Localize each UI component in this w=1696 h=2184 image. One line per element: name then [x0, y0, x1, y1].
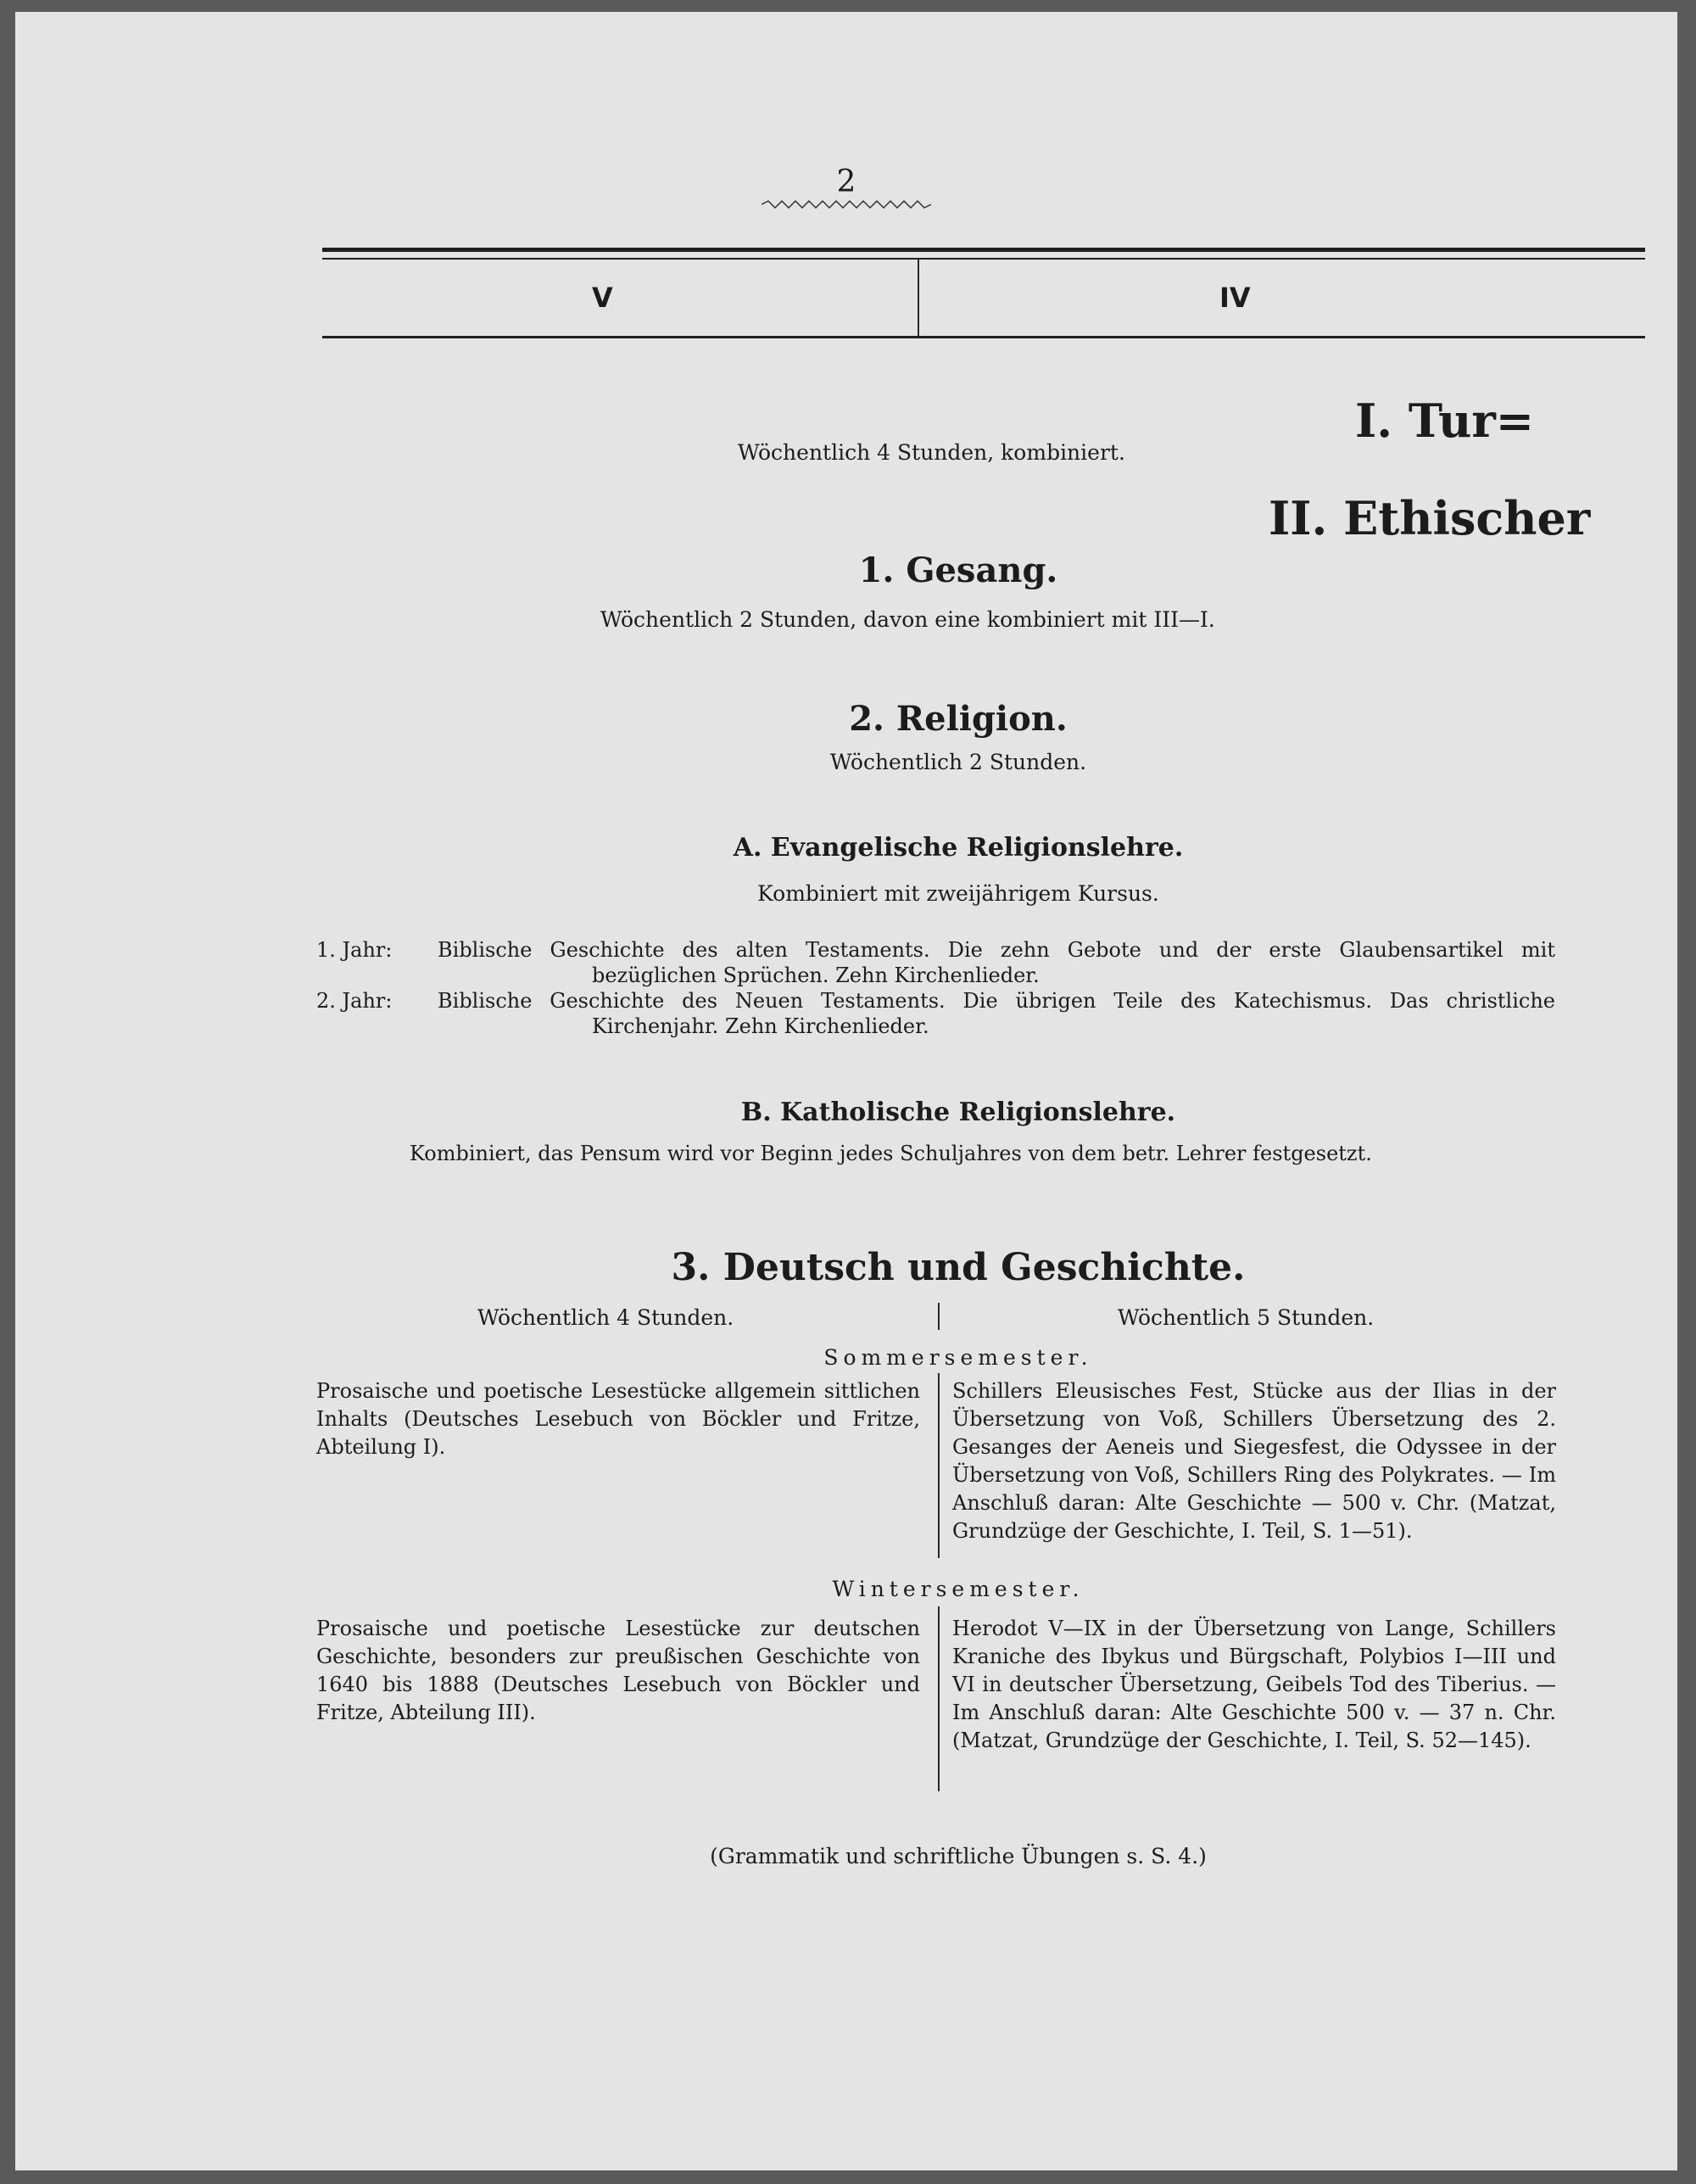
margin-heading-turnen: I. Tur= — [1355, 394, 1535, 448]
winter-semester-label: Wintersemester. — [832, 1577, 1085, 1601]
header-divider — [918, 260, 919, 338]
evangelisch-heading: A. Evangelische Religionslehre. — [733, 833, 1184, 863]
evangelisch-note: Kombiniert mit zweijährigem Kursus. — [757, 881, 1159, 906]
columns-divider-top — [938, 1303, 940, 1330]
weekly-combined-note: Wöchentlich 4 Stunden, kombiniert. — [738, 440, 1125, 465]
header-right: IV — [1219, 282, 1251, 314]
ornament-squiggle — [762, 200, 931, 209]
header-rule-top — [322, 248, 1645, 252]
religion-heading: 2. Religion. — [849, 699, 1068, 739]
gesang-heading: 1. Gesang. — [858, 550, 1058, 590]
year-1-line2: bezüglichen Sprüchen. Zehn Kirchenlieder. — [592, 964, 1040, 987]
winter-right-text: Herodot V—IX in der Übersetzung von Lange, Schillers Kraniche des Ibykus und Bürgschaft, Polybios I—III und VI in deutscher Übersetzung, Geibels Tod des Tiberius. — Im Anschluß daran: Alte Geschichte 500 v. — 37 n. Chr. (Matzat, Grundzüge der Geschichte, I. Teil, S. 52—145). — [952, 1617, 1556, 1752]
gesang-hours: Wöchentlich 2 Stunden, davon eine kombiniert mit III—I. — [600, 607, 1215, 632]
header-rule-bottom — [322, 336, 1645, 338]
summer-semester-label: Sommersemester. — [823, 1345, 1093, 1370]
year-2-line2: Kirchenjahr. Zehn Kirchenlieder. — [592, 1014, 929, 1038]
columns-divider-summer — [938, 1373, 940, 1558]
winter-left-text: Prosaische und poetische Lesestücke zur deutschen Geschichte, besonders zur preußischen Geschichte von 1640 bis 1888 (Deutsches Lesebuch von Böckler und Fritze, Abteilung III). — [316, 1617, 920, 1724]
footer-note: (Grammatik und schriftliche Übungen s. S. 4.) — [710, 1844, 1207, 1868]
year-2-line1: Biblische Geschichte des Neuen Testaments. Die übrigen Teile des Katechismus. Das christliche — [438, 989, 1555, 1013]
summer-right-text: Schillers Eleusisches Fest, Stücke aus der Ilias in der Übersetzung von Voß, Schillers Übersetzung des 2. Gesanges der Aeneis und Siegesfest, die Odyssee in der Übersetzung von Voß, Schillers Ring des Polykrates. — Im Anschluß daran: Alte Geschichte — 500 v. Chr. (Matzat, Grundzüge der Geschichte, I. Teil, S. 1—51). — [952, 1379, 1556, 1543]
header-rule-top-thin — [322, 258, 1645, 260]
page — [15, 12, 1677, 2170]
year-2-label: 2. Jahr: — [316, 989, 393, 1013]
deutsch-left-hours: Wöchentlich 4 Stunden. — [477, 1305, 734, 1330]
page-number: 2 — [836, 165, 856, 199]
deutsch-heading: 3. Deutsch und Geschichte. — [671, 1246, 1246, 1289]
katholisch-heading: B. Katholische Religionslehre. — [740, 1098, 1176, 1127]
katholisch-note: Kombiniert, das Pensum wird vor Beginn jedes Schuljahres von dem betr. Lehrer festgesetzt. — [410, 1142, 1372, 1165]
margin-heading-ethisch: II. Ethischer — [1269, 491, 1591, 545]
religion-hours: Wöchentlich 2 Stunden. — [829, 750, 1087, 774]
columns-divider-winter — [938, 1606, 940, 1791]
deutsch-right-hours: Wöchentlich 5 Stunden. — [1118, 1305, 1375, 1330]
header-left: V — [592, 282, 613, 314]
year-1-line1: Biblische Geschichte des alten Testaments. Die zehn Gebote und der erste Glaubensartikel mit — [438, 938, 1555, 962]
summer-left-text: Prosaische und poetische Lesestücke allgemein sittlichen Inhalts (Deutsches Lesebuch von Böckler und Fritze, Abteilung I). — [316, 1379, 920, 1459]
year-1-label: 1. Jahr: — [316, 938, 393, 962]
